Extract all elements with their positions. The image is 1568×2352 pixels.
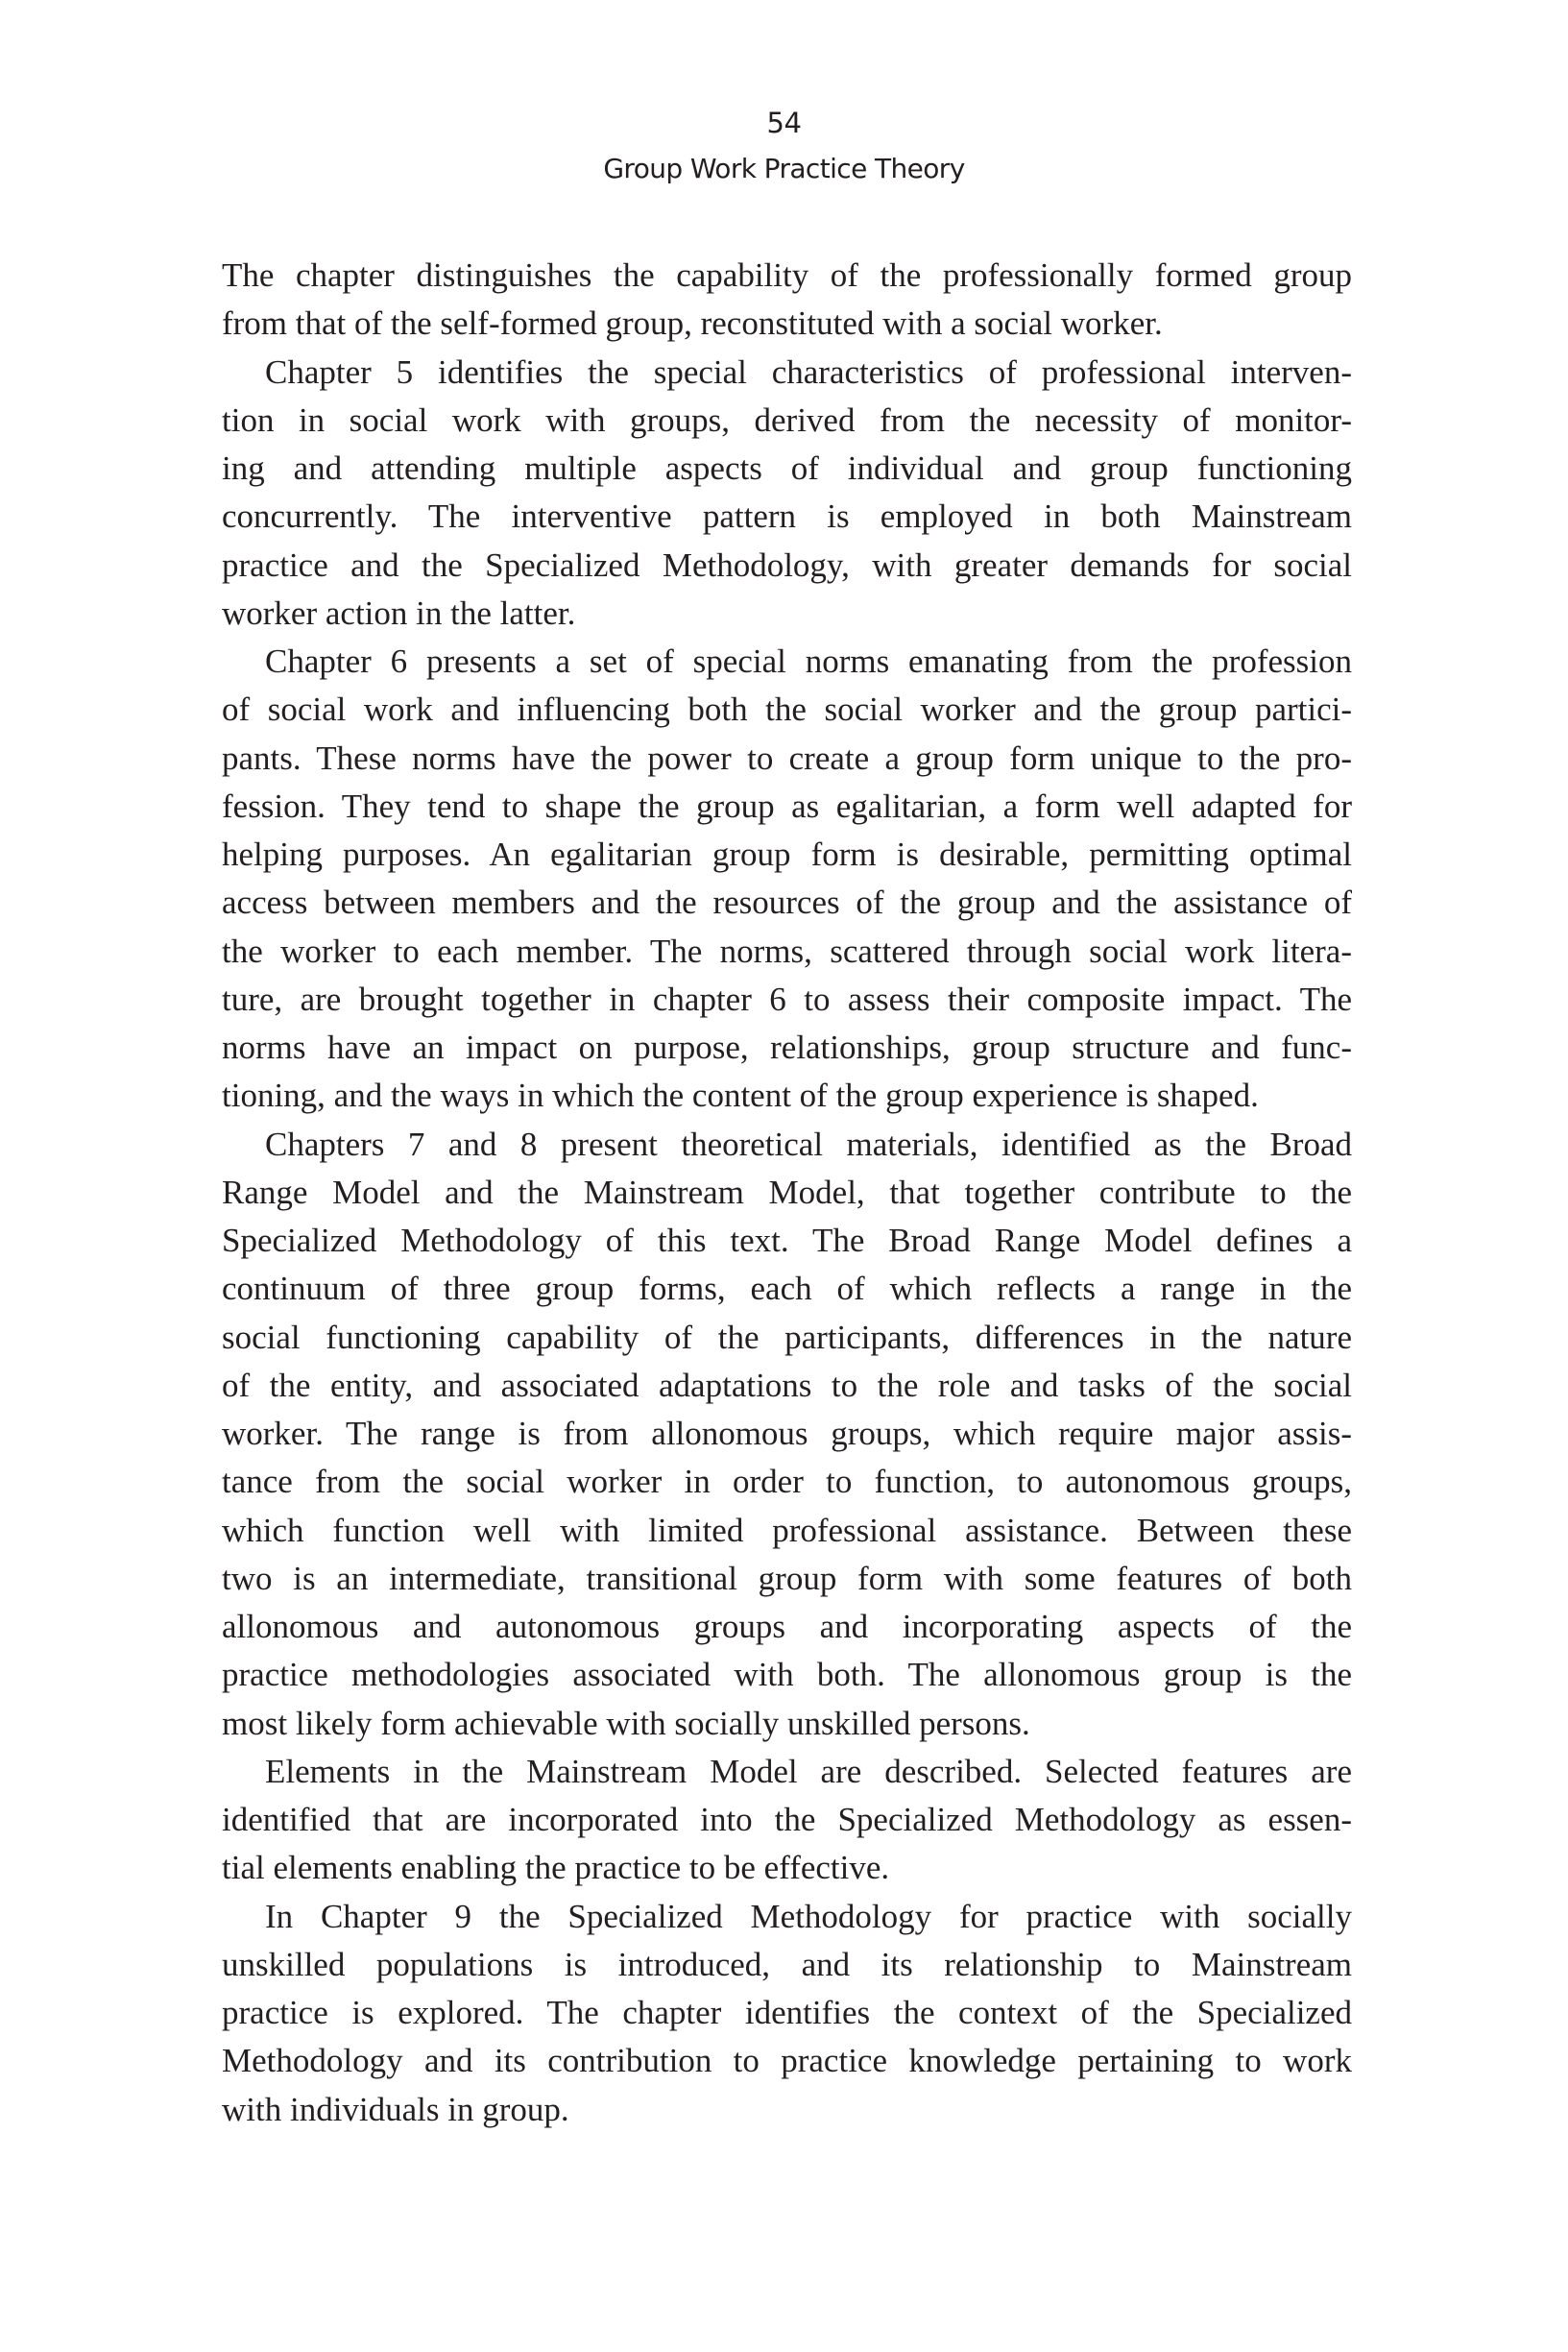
paragraph [222, 349, 1352, 639]
text-line: tance from the social worker in order to function, to autonomous groups, [222, 1463, 1352, 1501]
page-number: 54 [766, 107, 802, 139]
text-line: fession. They tend to shape the group as egalitarian, a form well adapted for [222, 787, 1352, 825]
text-line: In Chapter 9 the Specialized Methodology for practice with socially [265, 1897, 1352, 1935]
text-line: with individuals in group. [222, 2090, 569, 2128]
body-text [222, 252, 1352, 2134]
paragraph [222, 1893, 1352, 2134]
paragraph [222, 1748, 1352, 1893]
text-line: norms have an impact on purpose, relationships, group structure and func- [222, 1029, 1352, 1066]
text-line: ture, are brought together in chapter 6 to assess their composite impact. The [222, 980, 1352, 1018]
text-line: practice methodologies associated with both. The allonomous group is the [222, 1656, 1352, 1694]
text-line: the worker to each member. The norms, scattered through social work litera- [222, 932, 1352, 970]
text-line: tial elements enabling the practice to be effective. [222, 1849, 890, 1887]
text-line: most likely form achievable with socially unskilled persons. [222, 1704, 1030, 1742]
text-line: access between members and the resources of the group and the assistance of [222, 884, 1352, 922]
text-line: helping purposes. An egalitarian group form is desirable, permitting optimal [222, 836, 1352, 873]
text-line: tioning, and the ways in which the content of the group experience is shaped. [222, 1077, 1259, 1115]
text-line: allonomous and autonomous groups and incorporating aspects of the [222, 1608, 1352, 1645]
text-line: Chapter 5 identifies the special characteristics of professional interven- [265, 352, 1352, 391]
text-line: Methodology and its contribution to practice knowledge pertaining to work [222, 2042, 1352, 2080]
text-line: which function well with limited professional assistance. Between these [222, 1511, 1352, 1549]
text-line: Specialized Methodology of this text. The Broad Range Model defines a [222, 1222, 1352, 1259]
text-line: unskilled populations is introduced, and its relationship to Mainstream [222, 1945, 1352, 1983]
text-line: Elements in the Mainstream Model are described. Selected features are [265, 1752, 1352, 1790]
paragraph [222, 252, 1352, 349]
paragraph [222, 1121, 1352, 1748]
text-line: Chapter 6 presents a set of special norms emanating from the profession [265, 643, 1352, 680]
text-line: of the entity, and associated adaptations to the role and tasks of the social [222, 1366, 1352, 1404]
text-line: practice and the Specialized Methodology, with greater demands for social [222, 546, 1352, 584]
text-line: concurrently. The interventive pattern is employed in both Mainstream [222, 497, 1352, 536]
text-line: practice is explored. The chapter identifies the context of the Specialized [222, 1994, 1352, 2031]
text-line: worker action in the latter. [222, 594, 576, 632]
text-line: pants. These norms have the power to create a group form unique to the pro- [222, 739, 1352, 777]
paragraph [222, 638, 1352, 1121]
text-line: Chapters 7 and 8 present theoretical materials, identified as the Broad [265, 1125, 1352, 1163]
text-line: from that of the self-formed group, reconstituted with a social worker. [222, 304, 1163, 343]
text-line: ing and attending multiple aspects of individual and group functioning [222, 449, 1352, 487]
text-line: continuum of three group forms, each of which reflects a range in the [222, 1270, 1352, 1308]
text-line: two is an intermediate, transitional group form with some features of both [222, 1559, 1352, 1597]
text-line: social functioning capability of the participants, differences in the nature [222, 1318, 1352, 1356]
text-line: worker. The range is from allonomous groups, which require major assis- [222, 1415, 1352, 1452]
text-line: tion in social work with groups, derived from the necessity of monitor- [222, 400, 1352, 439]
text-line: Range Model and the Mainstream Model, that together contribute to the [222, 1173, 1352, 1211]
running-head: Group Work Practice Theory [603, 153, 965, 184]
text-line: of social work and influencing both the social worker and the group partici- [222, 691, 1352, 729]
text-line: The chapter distinguishes the capability of the professionally formed group [222, 256, 1352, 294]
text-line: identified that are incorporated into the Specialized Methodology as essen- [222, 1801, 1352, 1838]
